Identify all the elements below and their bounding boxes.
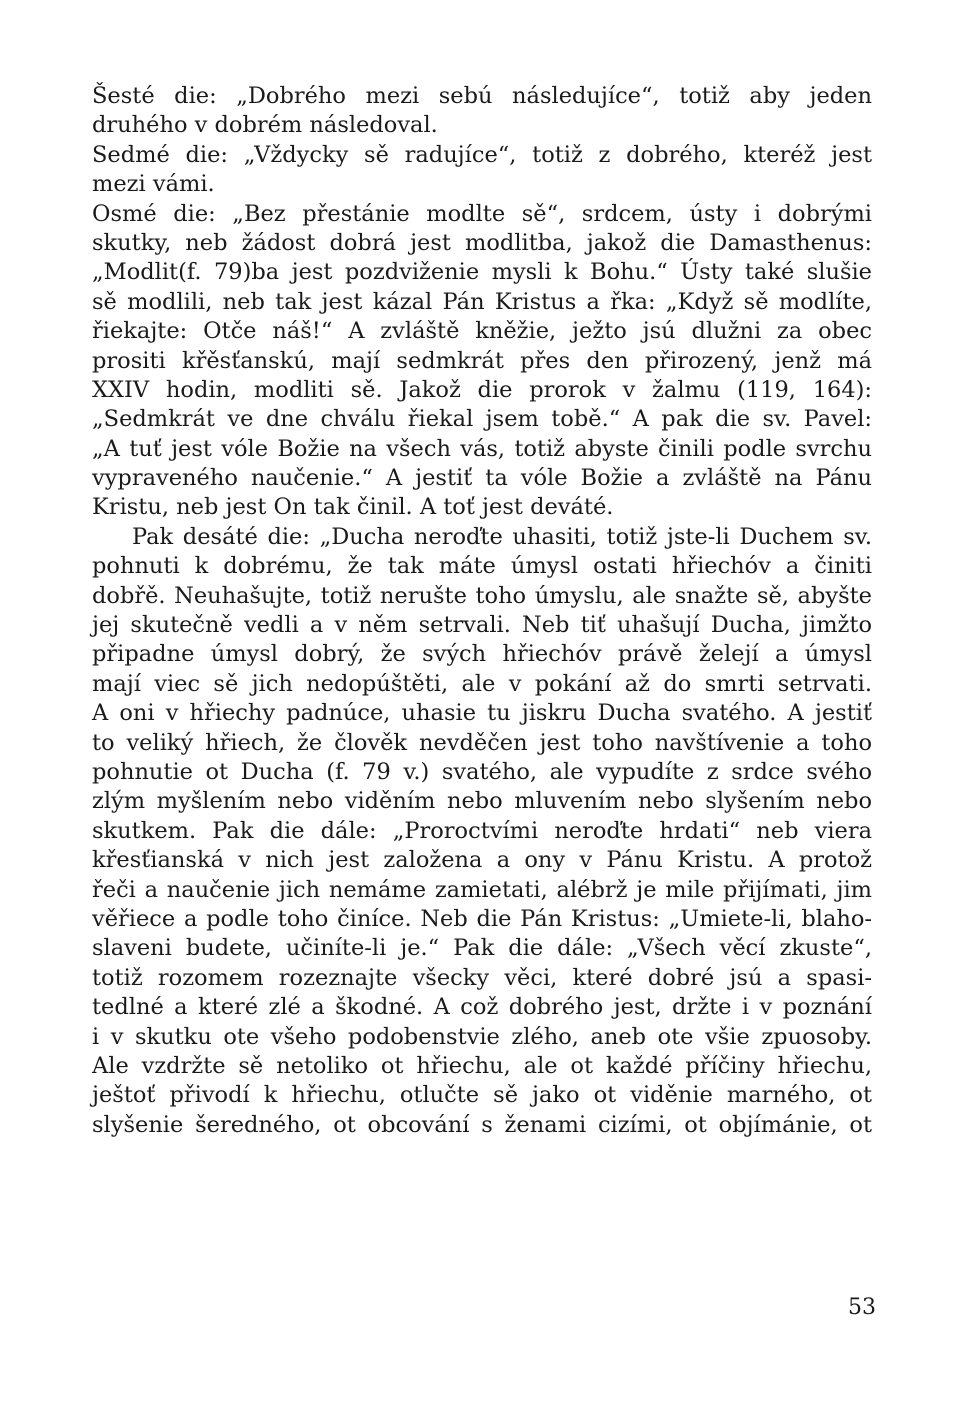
page-number: 53 <box>848 1295 876 1320</box>
text-line: XXIV hodin, modliti sě. Jakož die prorok v žalmu (119, 164): <box>92 376 872 403</box>
text-line: prositi křěsťanskú, mají sedmkrát přes den přirozený, jenž má <box>92 347 872 374</box>
text-line: A oni v hřiechy padnúce, uhasie tu jiskru Ducha svatého. A jestiť <box>92 700 872 727</box>
text-line: i v skutku ote všeho podobenstvie zlého, aneb ote všie zpuosoby. <box>92 1023 872 1050</box>
text-line: Šesté die: „Dobrého mezi sebú následujíce“, totiž aby jeden <box>92 83 872 109</box>
text-line: slaveni budete, učiníte-li je.“ Pak die dále: „Všech věcí zkuste“, <box>92 935 872 962</box>
text-line: křesťianská v nich jest založena a ony v Pánu Kristu. A protož <box>92 847 872 874</box>
text-line: věřiece a podle toho činíce. Neb die Pán Kristus: „Umiete-li, blaho- <box>92 905 872 932</box>
text-line: Pak desáté die: „Ducha neroďte uhasiti, totiž jste-li Duchem sv. <box>132 523 872 550</box>
text-line: vypraveného naučenie.“ A jestiť ta vóle Božie a zvláště na Pánu <box>92 465 872 492</box>
text-line: sě modlili, neb tak jest kázal Pán Kristus a řka: „Když sě modlíte, <box>92 288 872 315</box>
text-line: „Sedmkrát ve dne chválu řiekal jsem tobě.“ A pak die sv. Pavel: <box>92 406 872 433</box>
text-line: druhého v dobrém následoval. <box>92 112 438 139</box>
text-line: řiekajte: Otče náš!“ A zvláště kněžie, ježto jsú dlužni za obec <box>92 318 872 345</box>
text-line: Ale vzdržte sě netoliko ot hřiechu, ale ot každé příčiny hřiechu, <box>92 1052 872 1079</box>
text-line: pohnutie ot Ducha (f. 79 v.) svatého, ale vypudíte z srdce svého <box>92 758 872 785</box>
text-line: Osmé die: „Bez přestánie modlte sě“, srdcem, ústy i dobrými <box>92 200 872 227</box>
text-line: skutky, neb žádost dobrá jest modlitba, jakož die Damasthenus: <box>92 229 872 256</box>
text-line: to veliký hřiech, že člověk nevděčen jest toho navštívenie a toho <box>92 729 872 756</box>
body-text <box>92 82 872 1140</box>
text-line: řeči a naučenie jich nemáme zamietati, alébrž je mile přijímati, jim <box>92 876 872 903</box>
text-line: dobřě. Neuhašujte, totiž nerušte toho úmyslu, ale snažte sě, abyšte <box>92 582 872 609</box>
text-line: slyšenie šeredného, ot obcování s ženami cizími, ot objímánie, ot <box>92 1111 872 1138</box>
text-line: pohnuti k dobrému, že tak máte úmysl ostati hřiechóv a činiti <box>92 553 872 580</box>
text-line: Kristu, neb jest On tak činil. A toť jest deváté. <box>92 494 614 521</box>
text-line: zlým myšlením nebo viděním nebo mluvením nebo slyšením nebo <box>92 788 872 815</box>
text-line: ještoť přivodí k hřiechu, otlučte sě jako ot viděnie marného, ot <box>92 1082 872 1109</box>
text-line: „Modlit(f. 79)ba jest pozdviženie mysli k Bohu.“ Ústy také slušie <box>92 259 872 286</box>
text-line: skutkem. Pak die dále: „Proroctvími neroďte hrdati“ neb viera <box>92 817 872 844</box>
text-line: jej skutečně vedli a v něm setrvali. Neb tiť uhašují Ducha, jimžto <box>92 612 872 639</box>
text-line: totiž rozomem rozeznajte všecky věci, které dobré jsú a spasi- <box>92 964 872 991</box>
text-line: mají viec sě jich nedopúštěti, ale v pokání až do smrti setrvati. <box>92 670 872 697</box>
text-line: tedlné a které zlé a škodné. A což dobrého jest, držte i v poznání <box>92 994 872 1021</box>
text-line: „A tuť jest vóle Božie na všech vás, totiž abyste činili podle svrchu <box>92 435 872 462</box>
text-line: Sedmé die: „Vždycky sě radujíce“, totiž z dobrého, kteréž jest <box>92 141 872 168</box>
text-line: mezi vámi. <box>92 171 215 198</box>
text-line: připadne úmysl dobrý, že svých hřiechóv právě želejí a úmysl <box>92 641 872 668</box>
